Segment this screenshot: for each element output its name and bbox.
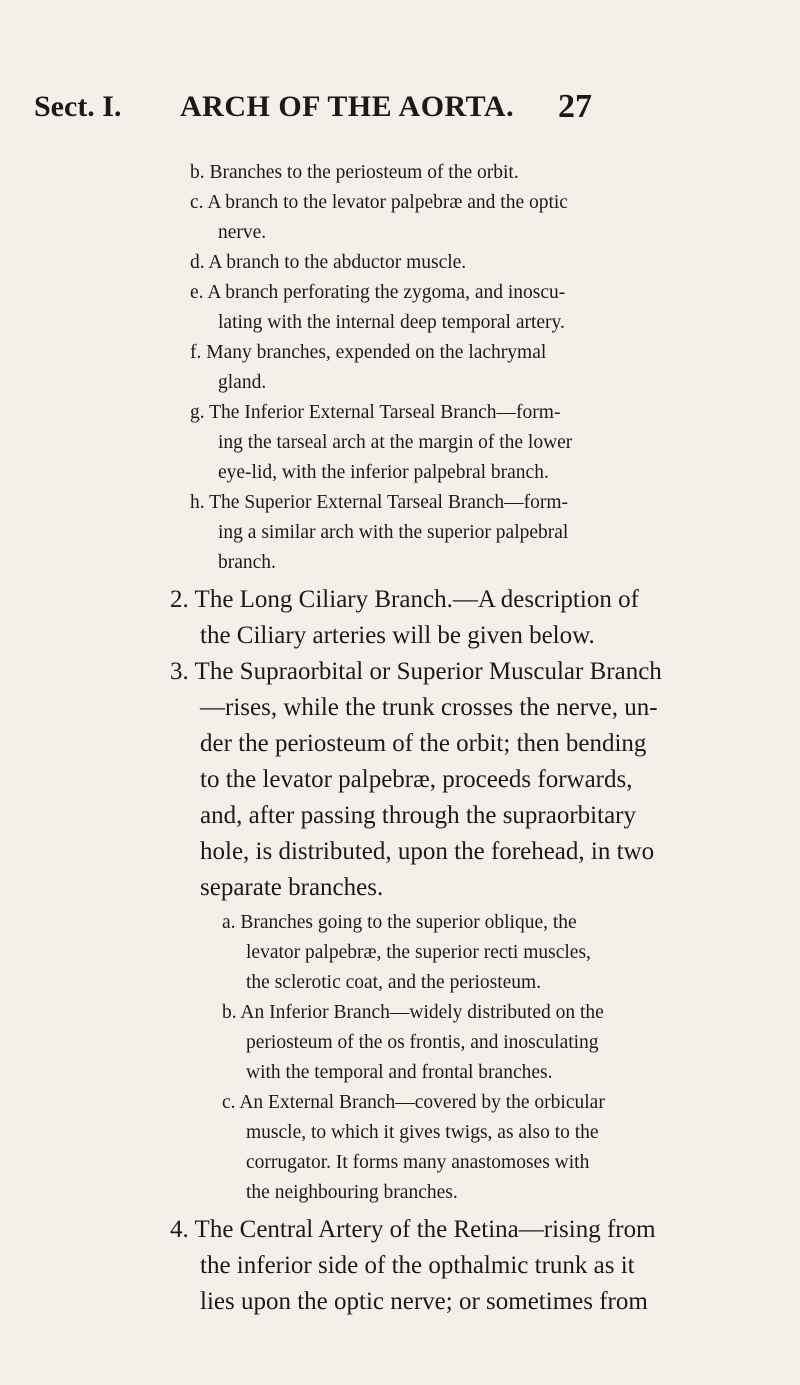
page-title: ARCH OF THE AORTA. <box>180 90 515 123</box>
text-line: e. A branch perforating the zygoma, and inoscu- <box>190 282 566 303</box>
text-line: b. Branches to the periosteum of the orbit. <box>190 162 519 183</box>
text-line: the Ciliary arteries will be given below. <box>200 622 595 649</box>
text-line: nerve. <box>218 222 267 243</box>
text-line: levator palpebræ, the superior recti muscles, <box>246 942 591 963</box>
text-line: der the periosteum of the orbit; then bending <box>200 730 647 757</box>
text-line: eye-lid, with the inferior palpebral branch. <box>218 462 549 483</box>
text-line: c. A branch to the levator palpebræ and the optic <box>190 192 568 213</box>
text-line: h. The Superior External Tarseal Branch—form- <box>190 492 569 513</box>
text-line: gland. <box>218 372 267 393</box>
text-line: 2. The Long Ciliary Branch.—A description of <box>170 586 639 613</box>
text-line: the neighbouring branches. <box>246 1182 458 1203</box>
text-line: lies upon the optic nerve; or sometimes from <box>200 1288 648 1315</box>
text-line: corrugator. It forms many anastomoses with <box>246 1152 590 1173</box>
text-line: and, after passing through the supraorbitary <box>200 802 636 829</box>
text-line: the sclerotic coat, and the periosteum. <box>246 972 542 993</box>
text-line: 4. The Central Artery of the Retina—rising from <box>170 1216 656 1243</box>
text-line: lating with the internal deep temporal artery. <box>218 312 565 333</box>
text-line: muscle, to which it gives twigs, as also to the <box>246 1122 599 1143</box>
page-number: 27 <box>558 88 592 125</box>
text-line: separate branches. <box>200 874 384 901</box>
text-line: a. Branches going to the superior oblique, the <box>222 912 577 933</box>
text-line: 3. The Supraorbital or Superior Muscular Branch <box>170 658 662 685</box>
text-line: g. The Inferior External Tarseal Branch—form- <box>190 402 561 423</box>
text-line: d. A branch to the abductor muscle. <box>190 252 467 273</box>
text-line: with the temporal and frontal branches. <box>246 1062 553 1083</box>
page-header <box>0 90 800 140</box>
text-line: to the levator palpebræ, proceeds forwards, <box>200 766 633 793</box>
text-line: c. An External Branch—covered by the orbicular <box>222 1092 605 1113</box>
text-line: periosteum of the os frontis, and inosculating <box>246 1032 599 1053</box>
text-line: the inferior side of the opthalmic trunk as it <box>200 1252 635 1279</box>
text-line: ing a similar arch with the superior palpebral <box>218 522 569 543</box>
text-line: —rises, while the trunk crosses the nerve, un- <box>200 694 658 721</box>
text-line: f. Many branches, expended on the lachrymal <box>190 342 547 363</box>
text-line: b. An Inferior Branch—widely distributed on the <box>222 1002 604 1023</box>
section-label: Sect. I. <box>34 90 122 123</box>
text-line: hole, is distributed, upon the forehead, in two <box>200 838 655 865</box>
text-line: ing the tarseal arch at the margin of the lower <box>218 432 573 453</box>
text-line: branch. <box>218 552 276 573</box>
